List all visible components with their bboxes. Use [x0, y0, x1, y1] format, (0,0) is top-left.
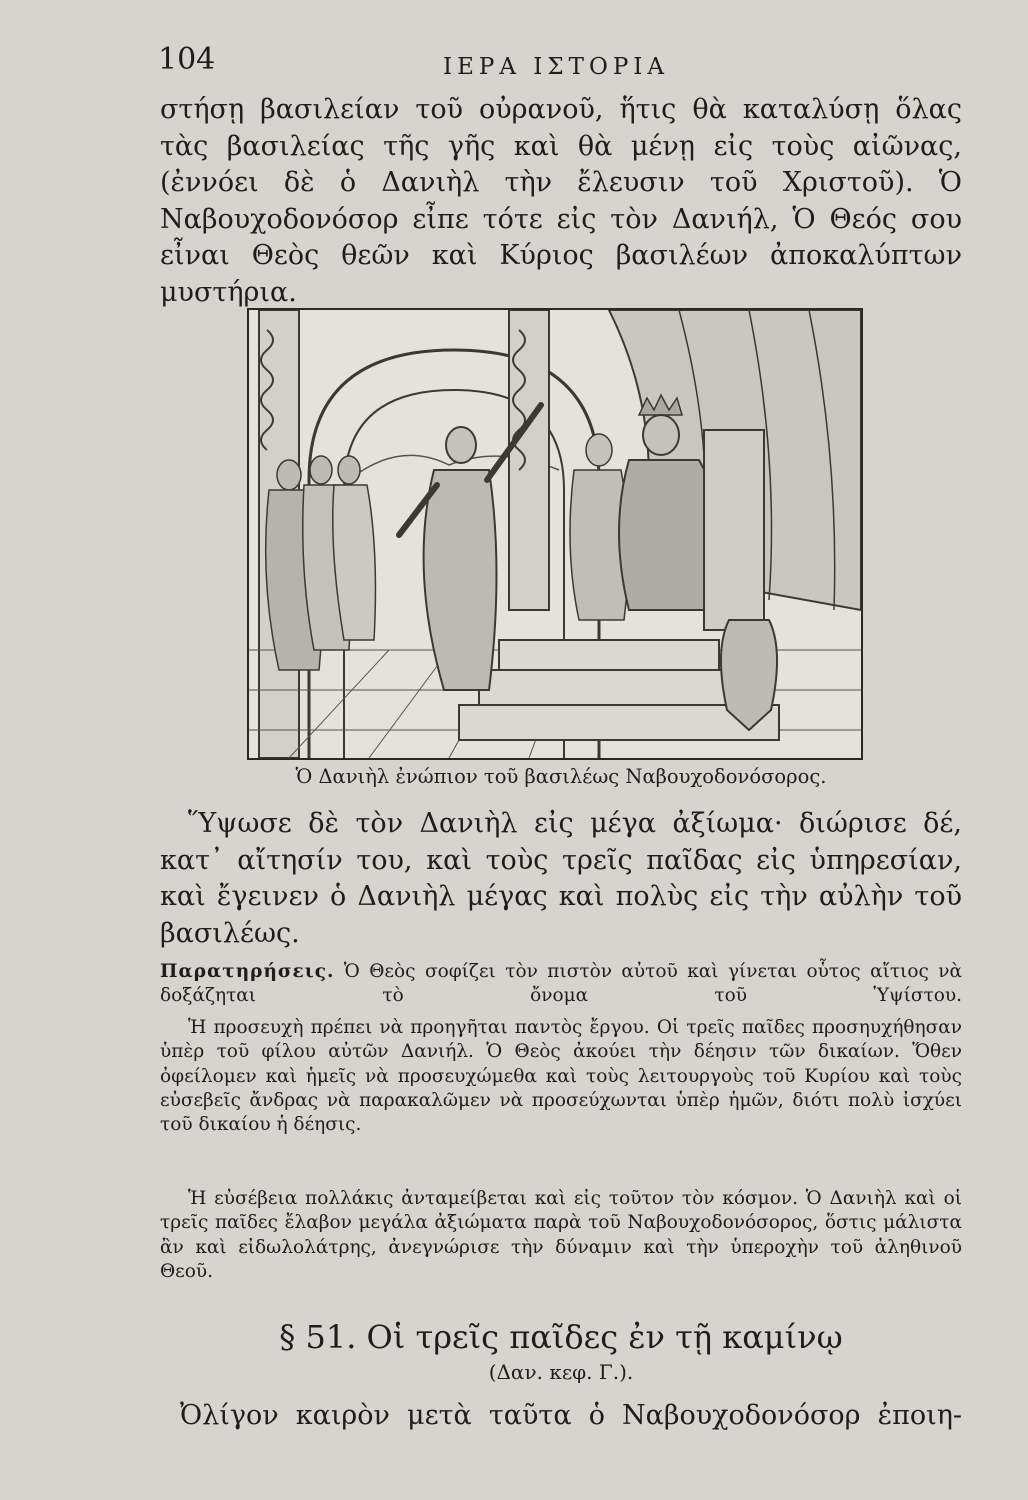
section-first-line: Ὀλίγον καιρὸν μετὰ ταῦτα ὁ Ναβουχοδονόσορ ἐποιη- [180, 1400, 962, 1431]
paragraph-daniel-exalted: Ὕψωσε δὲ τὸν Δανιὴλ εἰς μέγα ἀξίωμα· διώρισε δέ, κατ᾽ αἴτησίν του, καὶ τοὺς τρεῖς παῖδας εἰς ὑπηρεσίαν, καὶ ἔγεινεν ὁ Δανιὴλ μέγας καὶ πολὺς εἰς τὴν αὐλὴν τοῦ βασιλέως. [160, 808, 962, 949]
page-number: 104 [158, 42, 216, 77]
observation-1 [160, 960, 962, 1009]
engraving-drawing [249, 310, 861, 758]
observation-1-text: Ὁ Θεὸς σοφίζει τὸν πιστὸν αὐτοῦ καὶ γίνεται οὗτος αἴτιος νὰ δοξάζηται τὸ ὄνομα τοῦ Ὑψίστου. [160, 961, 962, 1007]
illustration-caption: Ὁ Δανιὴλ ἐνώπιον τοῦ βασιλέως Ναβουχοδονόσορος. [295, 765, 827, 788]
observation-3: Ἡ εὐσέβεια πολλάκις ἀνταμείβεται καὶ εἰς τοῦτον τὸν κόσμον. Ὁ Δανιὴλ καὶ οἱ τρεῖς παῖδες ἔλαβον μεγάλα ἀξιώματα παρὰ τοῦ Ναβουχοδονόσορος, ὅστις μάλιστα ἂν καὶ εἰδωλολάτρης, ἀνεγνώρισε τὴν δύναμιν καὶ τὴν ὑπεροχὴν τοῦ ἀληθινοῦ Θεοῦ. [160, 1188, 962, 1282]
running-title: ΙΕΡΑ ΙΣΤΟΡΙΑ [443, 54, 669, 80]
observations-label: Παρατηρήσεις. [160, 961, 335, 982]
paragraph-daniel-interpretation: στήσῃ βασιλείαν τοῦ οὐρανοῦ, ἥτις θὰ καταλύσῃ ὅλας τὰς βασιλείας τῆς γῆς καὶ θὰ μένῃ εἰς τοὺς αἰῶνας, (ἐννόει δὲ ὁ Δανιὴλ τὴν ἔλευσιν τοῦ Χριστοῦ). Ὁ Ναβουχοδονόσορ εἶπε τότε εἰς τὸν Δανιήλ, Ὁ Θεός σου εἶναι Θεὸς θεῶν καὶ Κύριος βασιλέων ἀποκαλύπτων μυστήρια. [160, 94, 962, 308]
page-header [150, 42, 962, 90]
engraving-daniel-before-king [247, 308, 863, 760]
observation-2: Ἡ προσευχὴ πρέπει νὰ προηγῆται παντὸς ἔργου. Οἱ τρεῖς παῖδες προσηυχήθησαν ὑπὲρ τοῦ φίλου αὐτῶν Δανιήλ. Ὁ Θεὸς ἀκούει τὴν δέησιν τῶν δικαίων. Ὅθεν ὀφείλομεν καὶ ἡμεῖς νὰ προσευχώμεθα καὶ τοὺς λειτουργοὺς τοῦ Κυρίου καὶ τοὺς εὐσεβεῖς ἄνδρας νὰ παρακαλῶμεν νὰ προσεύχωνται ὑπὲρ ἡμῶν, διότι πολὺ ἰσχύει τοῦ δικαίου ἡ δέησις. [160, 1017, 962, 1136]
section-reference: (Δαν. κεφ. Γ.). [488, 1360, 634, 1384]
section-heading: § 51. Οἱ τρεῖς παῖδες ἐν τῇ καμίνῳ [279, 1318, 843, 1356]
